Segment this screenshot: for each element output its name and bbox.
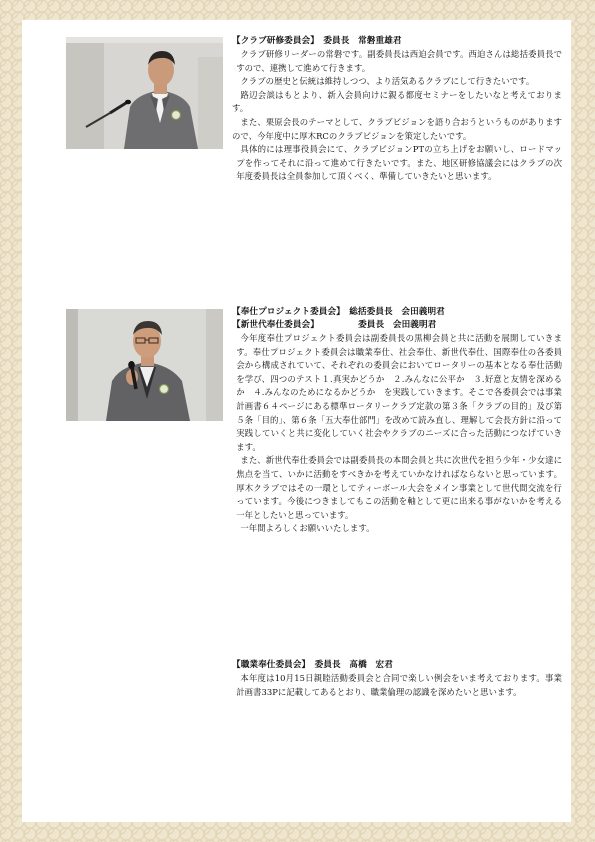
section-club-training-committee (232, 35, 562, 184)
section-paragraph: クラブ研修リーダーの常磐です。副委員長は西迫会員です。西迫さんは総括委員長ですので、連携して進めて行きます。 (236, 49, 562, 73)
section-paragraph: 一年間よろしくお願いいたします。 (240, 523, 375, 534)
section-service-project-committee (232, 306, 562, 536)
section-paragraph: 本年度は10月15日親睦活動委員会と合同で楽しい例会をいま考えております。事業計画書33Pに記載してあるとおり、職業倫理の認識を深めたいと思います。 (236, 673, 562, 697)
section-paragraph: また、新世代奉仕委員会では副委員長の本間会員と共に次世代を担う少年・少女達に焦点を当て、いかに活動をすべきかを考えていかなければならないと思っています。厚木クラブではその一環としてティーボール大会をメイン事業として世代間交流を行っています。今後につきましてもこの活動を軸として更に出来る事がないかを考える一年としたいと思っています。 (236, 455, 562, 520)
section-paragraph: クラブの歴史と伝統は維持しつつ、より活気あるクラブにして行きたいです。 (240, 76, 535, 87)
section-heading: 【クラブ研修委員会】 委員長 常磐重雄君 (232, 36, 402, 46)
speaker-photo-2 (66, 309, 223, 421)
speaker-photo-1 (66, 37, 223, 149)
section-vocational-service-committee (232, 659, 562, 699)
section-paragraph: また、栗原会長のテーマとして、クラブビジョンを語り合おうというものがありますので、今年度中に厚木RCのクラブビジョンを策定したいです。 (232, 116, 562, 141)
section-paragraph: 路辺会談はもとより、新入会員向けに親る都度セミナーをしたいなと考えております。 (232, 89, 562, 114)
section-heading: 【奉仕プロジェクト委員会】 総括委員長 会田義明君 (232, 307, 445, 317)
section-heading: 【新世代奉仕委員会】 委員長 会田義明君 (232, 320, 437, 330)
section-paragraph: 具体的には理事役員会にて、クラブビジョンPTの立ち上げをお願いし、ロードマップを作ってそれに沿って進めて行きたいです。また、地区研修協議会にはクラブの次年度委員長は全員参加して頂くべく、準備していきたいと思います。 (236, 144, 562, 182)
section-heading: 【職業奉仕委員会】 委員長 髙橋 宏君 (232, 660, 393, 670)
section-paragraph: 今年度奉仕プロジェクト委員会は副委員長の黒柳会員と共に活動を展開していきます。奉仕プロジェクト委員会は職業奉仕、社会奉仕、新世代奉仕、国際奉仕の各委員会から構成されていて、それぞれの委員会においてロータリーの基本となる奉仕活動を学び、四つのテスト１.真実かどうか ２.みんなに公平か ３.好意と友情を深めるか ４.みんなのためになるかどうか を実践していきます。そこで各委員会では事業計画書６４ページにある標準ロータリークラブ定款の第３条「クラブの目的」及び第５条「目的」、第６条「五大奉仕部門」を改めて読み直し、理解して会長方針に沿って実践していくと共に変化していく社会やクラブのニーズに合った活動につなげていきます。 (236, 333, 562, 452)
